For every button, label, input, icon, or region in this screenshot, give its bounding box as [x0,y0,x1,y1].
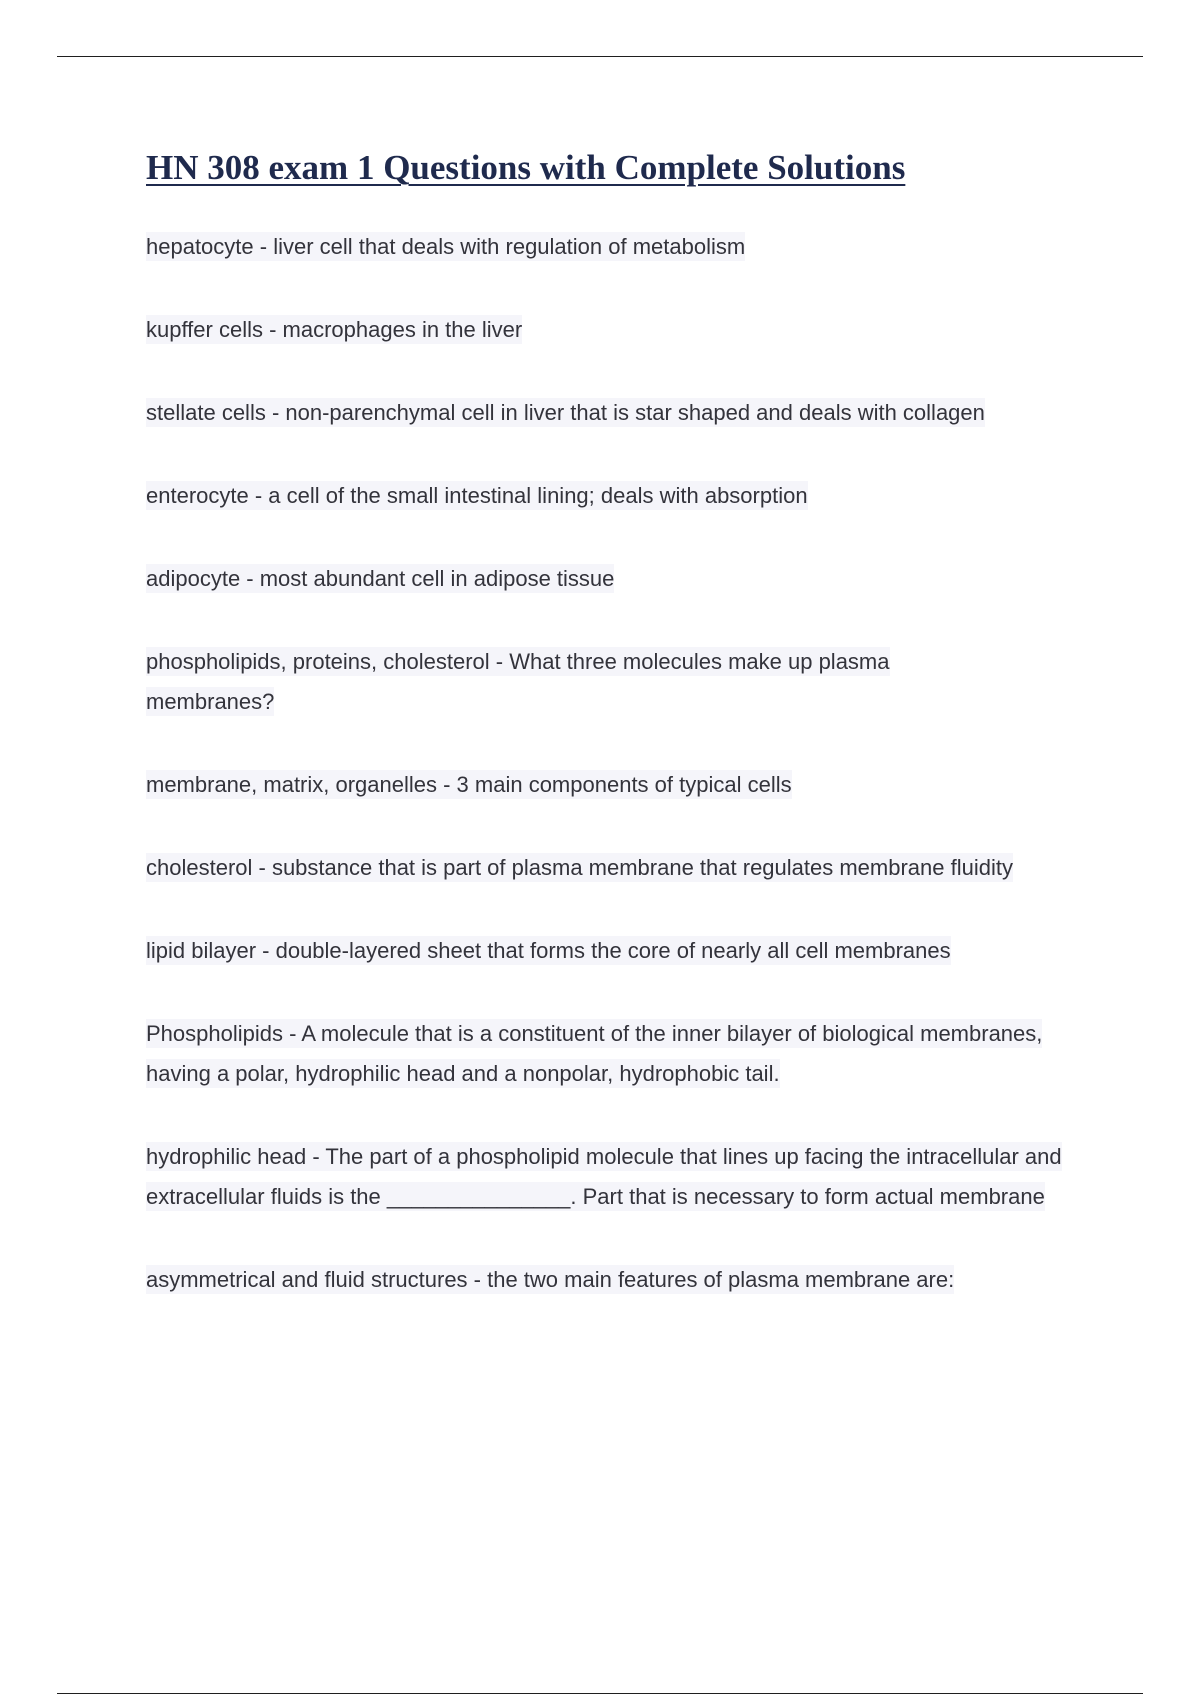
document-body [146,146,1076,1300]
header-rule [57,56,1143,57]
qa-entry: membrane, matrix, organelles - 3 main components of typical cells [146,772,792,797]
qa-entry: Phospholipids - A molecule that is a constituent of the inner bilayer of biological membranes, having a polar, hydrophilic head and a nonpolar, hydrophobic tail. [146,1021,1043,1086]
qa-entry: phospholipids, proteins, cholesterol - What three molecules make up plasma membranes? [146,649,890,714]
qa-entry: hepatocyte - liver cell that deals with regulation of metabolism [146,234,746,259]
qa-entry: adipocyte - most abundant cell in adipose tissue [146,566,615,591]
qa-entry: stellate cells - non-parenchymal cell in liver that is star shaped and deals with collagen [146,400,985,425]
qa-entry: cholesterol - substance that is part of plasma membrane that regulates membrane fluidity [146,855,1013,880]
qa-entry: lipid bilayer - double-layered sheet that forms the core of nearly all cell membranes [146,938,951,963]
qa-entry: hydrophilic head - The part of a phospholipid molecule that lines up facing the intracellular and extracellular fluids is the _______________. Part that is necessary to form actual membrane [146,1144,1062,1209]
qa-entry: asymmetrical and fluid structures - the two main features of plasma membrane are: [146,1267,955,1292]
footer-rule [57,1693,1143,1694]
document-title: HN 308 exam 1 Questions with Complete Solutions [146,148,906,187]
qa-entry: kupffer cells - macrophages in the liver [146,317,523,342]
qa-entry: enterocyte - a cell of the small intestinal lining; deals with absorption [146,483,808,508]
qa-list [146,227,1076,1300]
